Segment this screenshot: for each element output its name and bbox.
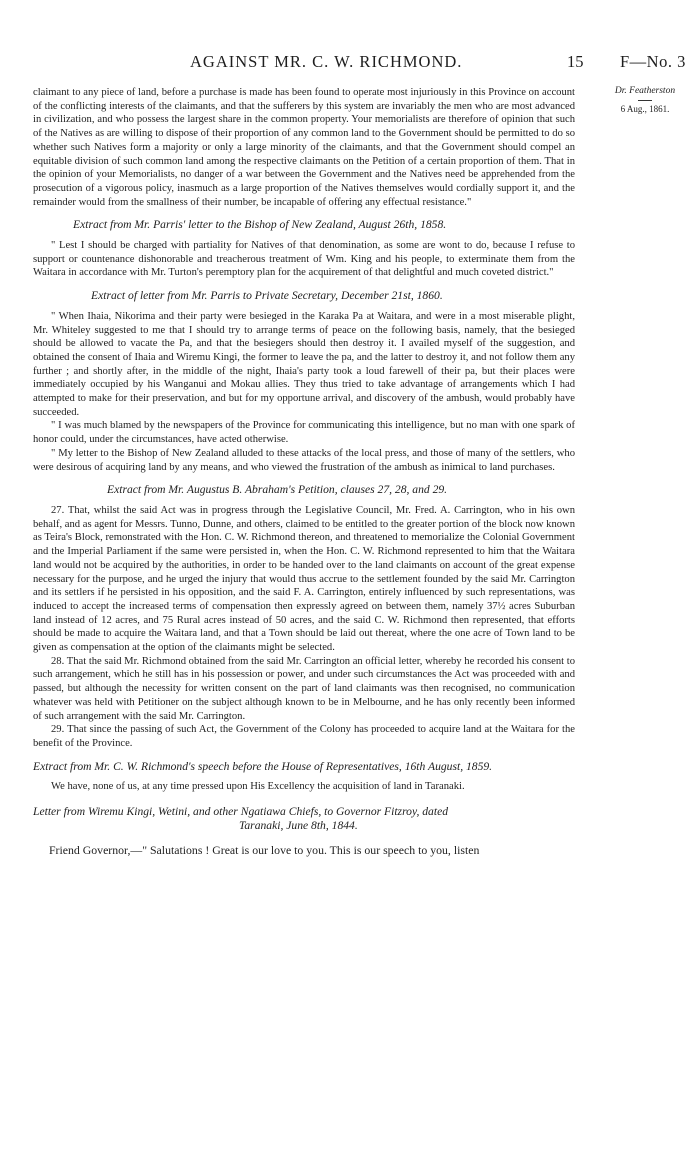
richmond-speech-paragraph: We have, none of us, at any time pressed upon His Excellency the acquisition of land in Taranaki. <box>51 781 465 793</box>
margin-note-date: 6 Aug., 1861. <box>620 103 670 114</box>
margin-note-rule <box>638 100 652 101</box>
parris-secretary-paragraph-1: " When Ihaia, Nikorima and their party were besieged in the Karaka Pa at Waitara, and were in a most miserable plight, Mr. Whiteley suggested to me that I should try to arrange terms of peace on the following basis, namely, that the besieged should be allowed to vacate the Pa, and that the besiegers should then destroy it. I availed myself of the suggestion, and obtained the consent of Ihaia and Wiremu Kingi, the former to leave the pa, and the latter to destroy it, and not follow them any further ; and shortly after, in the middle of the night, Ihaia's party took a loud farewell of their pa, but their places were immediately occupied by his Wanganui and Mokau allies. They thus tried to take advantage of arrangements which I had attempted to make for their preservation, and but for my opportune arrival, and discovery of the ambush, would probably have succeeded. <box>33 310 575 418</box>
margin-note <box>593 86 697 115</box>
parris-secretary-paragraph-3: " My letter to the Bishop of New Zealand alluded to these attacks of the local press, and those of many of the settlers, who were desirous of acquiring land by any means, and who viewed the frustration of the ambush as inimical to land purchases. <box>33 447 575 473</box>
parris-letter-paragraph: " Lest I should be charged with partiality for Natives of that denomination, as some are wont to do, because I refuse to support or countenance dishonorable and treacherous treatment of Wm. King and his people, to exterminate them from the Waitara in accordance with Mr. Turton's peremptory plan for the acquirement of that delightful and much coveted district." <box>33 240 575 279</box>
running-title: AGAINST MR. C. W. RICHMOND. <box>190 52 463 71</box>
document-reference: F—No. 3 <box>620 52 686 71</box>
section-heading-kingi-letter <box>33 805 575 832</box>
petition-clause-27: 27. That, whilst the said Act was in progress through the Legislative Council, Mr. Fred. A. Carrington, who in his own behalf, and as agent for Messrs. Tunno, Dunne, and others, claimed to be entitled to the greater portion of the block now known as Teira's Block, remonstrated with the Hon. C. W. Richmond thereon, and threatened to memorialize the Colonial Government and the Imperial Parliament if the same were persisted in, when the Hon. C. W. Richmond represented to him that the Waitara land would not be acquired by the authorities, in order to be handed over to the land claimants on account of the great expense necessary for the purpose, and he urged the injury that would thus accrue to the settlement founded by the said Mr. Carrington and its settlers if he persisted in his opposition, and the said F. A. Carrington, entirely influenced by such representations, was induced to accept the increased terms of compensation then expressly agreed on between them, namely 37½ acres Suburban land instead of 12 acres, and 75 Rural acres instead of 50 acres, and the said C. W. Richmond then represented, that efforts should be made to acquire the Waitara land, and that a Town should be laid out thereat, where the one acre of Town land to be given as compensation at the option of the claimants might be selected. <box>33 504 575 654</box>
kingi-letter-heading-line-2: Taranaki, June 8th, 1844. <box>239 818 358 832</box>
section-heading-abraham-petition: Extract from Mr. Augustus B. Abraham's Petition, clauses 27, 28, and 29. <box>107 483 448 497</box>
page-number: 15 <box>567 52 584 71</box>
section-heading-parris-letter: Extract from Mr. Parris' letter to the Bishop of New Zealand, August 26th, 1858. <box>73 218 447 232</box>
petition-clause-28: 28. That the said Mr. Richmond obtained from the said Mr. Carrington an official letter, whereby he recorded his consent to such arrangement, which he still has in his possession or power, and under such circumstances the Act was proceeded with and passed, but although the necessity for written consent on the part of land claimants was then recognised, no communication whatever was held with Petitioner on the subject although known to be in Melbourne, and he has only recently been informed of such arrangement with the said Mr. Carrington. <box>33 655 575 722</box>
petition-clause-29: 29. That since the passing of such Act, the Government of the Colony has proceeded to acquire land at the Waitara for the benefit of the Province. <box>33 724 575 749</box>
kingi-letter-heading-line-1: Letter from Wiremu Kingi, Wetini, and other Ngatiawa Chiefs, to Governor Fitzroy, dated <box>33 805 449 819</box>
section-heading-richmond-speech: Extract from Mr. C. W. Richmond's speech before the House of Representatives, 16th August, 1859. <box>33 759 493 773</box>
body-text <box>33 86 575 858</box>
section-heading-parris-secretary: Extract of letter from Mr. Parris to Private Secretary, December 21st, 1860. <box>91 289 443 303</box>
margin-note-name: Dr. Featherston <box>614 86 676 96</box>
kingi-letter-opening: Friend Governor,—" Salutations ! Great is our love to you. This is our speech to you, listen <box>49 843 480 858</box>
memorial-paragraph: claimant to any piece of land, before a purchase is made has been found to operate most injuriously in this Province on account of the conflicting interests of the claimants, and that the sufferers by this system are invariably the men who are most advanced in civilization, and who possess the largest share in the common property. Your memorialists are therefore of opinion that such of the Natives as are willing to dispose of their proportion of any common land to the Government should be permitted to do so whether such Natives form a majority or only a large minority of the claimants, and that the Government should compel an equitable division of such common land among the respective claimants on the Petition of a certain proportion of them. That in the opinion of your Memorialists, no danger of a war between the Government and the Natives need be apprehended from the prosecution of a vigorous policy, inasmuch as a large proportion of the Natives themselves would cordially support it, and the remainder would from the smallness of their number, be incapable of offering any effectual resistance." <box>33 87 575 208</box>
page-header <box>0 52 700 78</box>
parris-secretary-paragraph-2: " I was much blamed by the newspapers of the Province for communicating this intelligence, but no man with one spark of honor could, under the circumstances, have acted otherwise. <box>33 420 575 446</box>
